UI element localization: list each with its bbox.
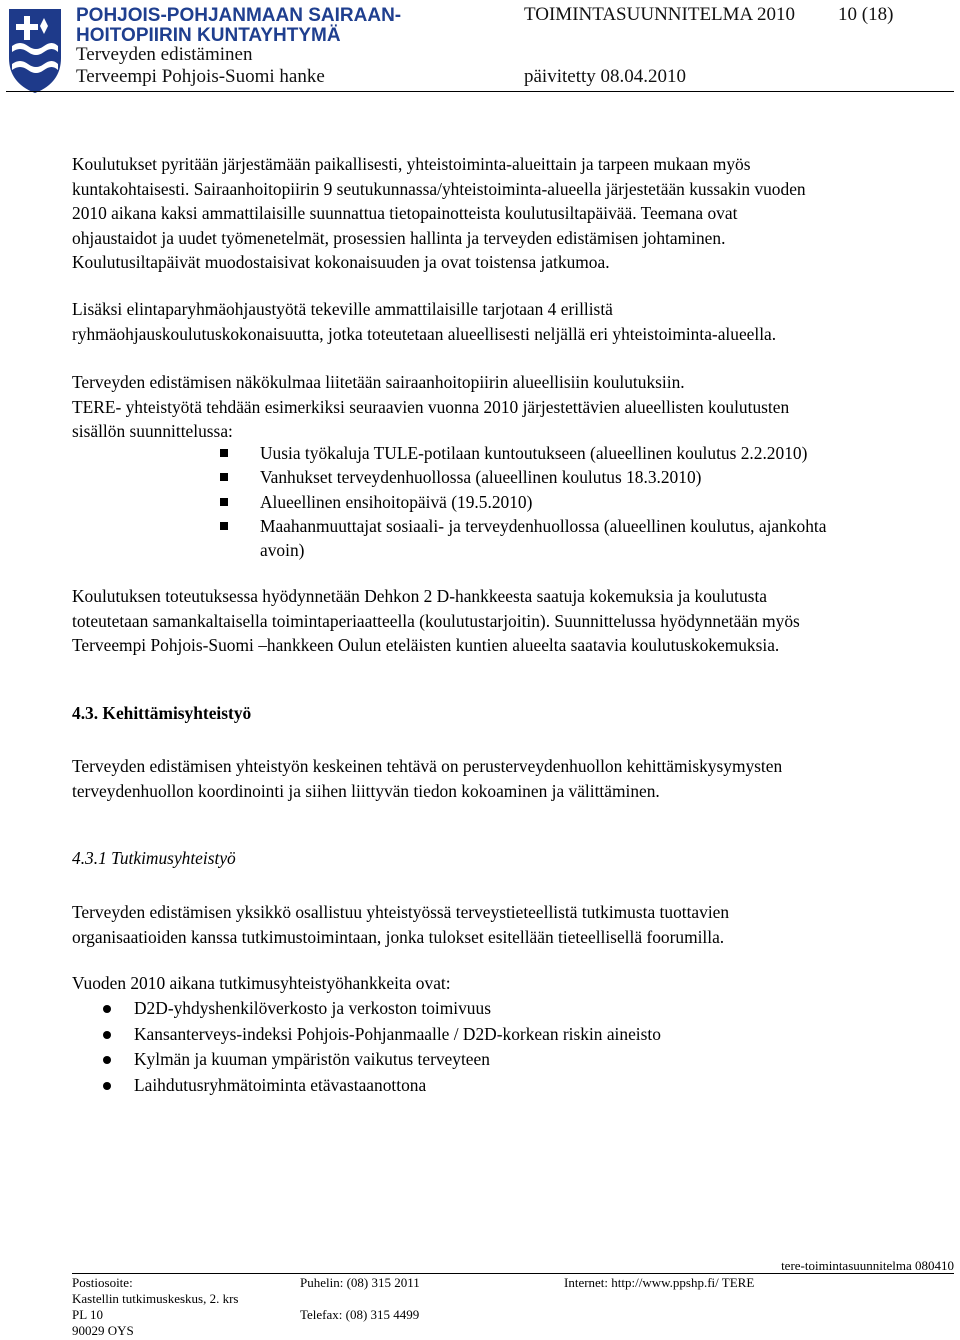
coat-of-arms-logo: [6, 6, 64, 94]
list-item: Uusia työkaluja TULE-potilaan kuntoutukseen (alueellinen koulutus 2.2.2010): [220, 441, 826, 465]
list-item: D2D-yhdyshenkilöverkosto ja verkoston toimivuus: [100, 996, 661, 1022]
list-item: Kansanterveys-indeksi Pohjois-Pohjanmaalle / D2D-korkean riskin aineisto: [100, 1022, 661, 1048]
address-line: PL 10: [72, 1307, 103, 1322]
page-number: 10 (18): [838, 4, 894, 25]
bullet-icon: [103, 1031, 111, 1039]
square-bullet-icon: [220, 449, 228, 457]
research-projects-list: [100, 996, 661, 1098]
phone-number: Puhelin: (08) 315 2011: [300, 1275, 420, 1290]
list-item-continuation: avoin): [260, 540, 305, 561]
document-code: tere-toimintasuunnitelma 080410: [781, 1258, 954, 1273]
address-line: Kastellin tutkimuskeskus, 2. krs: [72, 1291, 239, 1306]
list-item: Kylmän ja kuuman ympäristön vaikutus terveyteen: [100, 1047, 661, 1073]
bullet-icon: [103, 1082, 111, 1090]
header-divider: [6, 91, 954, 92]
organization-name-line2: HOITOPIIRIN KUNTAYHTYMÄ: [76, 25, 341, 46]
paragraph-trainings: Koulutukset pyritään järjestämään paikallisesti, yhteistoiminta-alueittain ja tarpeen mukaan myös kuntakohtaisesti. Sairaanhoitopiirin 9 seutukunnassa/yhteistoiminta-alueella järjestetään kussakin vuoden 2010 aikana kaksi ammattilaisille suunnattua tietopainotteista koulutusiltapäivää. Teemana ovat ohjaustaidot ja uudet työmenetelmät, prosessien hallinta ja terveyden edistämisen johtaminen. Koulutusiltapäivät muodostaisivat kokonaisuuden ja ovat toistensa jatkumoa.: [72, 154, 806, 272]
fax-number: Telefax: (08) 315 4499: [300, 1307, 420, 1322]
section-heading: 4.3. Kehittämisyhteistyö: [72, 703, 252, 723]
list-item: Maahanmuuttajat sosiaali- ja terveydenhuollossa (alueellinen koulutus, ajankohta: [220, 514, 826, 538]
organization-name-line1: POHJOIS-POHJANMAAN SAIRAAN-: [76, 5, 402, 26]
paragraph-research: Terveyden edistämisen yksikkö osallistuu yhteistyössä terveystieteellistä tutkimusta tuottavien organisaatioiden kanssa tutkimustoimintaan, jonka tulokset esitellään tieteellisellä foorumilla.: [72, 902, 730, 947]
department-name: Terveyden edistäminen: [76, 44, 253, 65]
training-list: [220, 441, 826, 562]
paragraph-group-guidance: Lisäksi elintaparyhmäohjaustyötä tekeville ammattilaisille tarjotaan 4 erillistä ryhmäohjauskoulutuskokonaisuutta, jotka toteutetaan alueellisesti neljällä eri yhteistoiminta-alueella.: [72, 299, 777, 344]
bullet-icon: [103, 1005, 111, 1013]
updated-date: päivitetty 08.04.2010: [524, 66, 687, 87]
square-bullet-icon: [220, 522, 228, 530]
subsection-heading: 4.3.1 Tutkimusyhteistyö: [72, 848, 236, 868]
paragraph-implementation: Koulutuksen toteutuksessa hyödynnetään Dehkon 2 D-hankkeesta saatuja kokemuksia ja koulutusta toteutetaan samankaltaisella toimintaperiaatteella (koulutustarjoitin). Suunnittelussa hyödynnetään myös Terveempi Pohjois-Suomi –hankkeen Oulun eteläisten kuntien alueelta saatavia koulutuskokemuksia.: [72, 586, 800, 655]
paragraph-regional-trainings: Terveyden edistämisen näkökulmaa liitetään sairaanhoitopiirin alueellisiin koulutuksiin. TERE- yhteistyötä tehdään esimerkiksi seuraavien vuonna 2010 järjestettävien alueellisten koulutusten sisällön suunnittelussa:: [72, 372, 790, 441]
square-bullet-icon: [220, 498, 228, 506]
list-item: Vanhukset terveydenhuollossa (alueellinen koulutus 18.3.2010): [220, 465, 826, 489]
square-bullet-icon: [220, 473, 228, 481]
footer-divider: [72, 1273, 954, 1274]
internet-address: Internet: http://www.ppshp.fi/ TERE: [564, 1275, 755, 1290]
address-line: 90029 OYS: [72, 1323, 134, 1338]
project-name: Terveempi Pohjois-Suomi hanke: [76, 66, 325, 87]
bullet-icon: [103, 1056, 111, 1064]
list-item: Laihdutusryhmätoiminta etävastaanottona: [100, 1073, 661, 1099]
paragraph-research-projects-intro: Vuoden 2010 aikana tutkimusyhteistyöhankkeita ovat:: [72, 973, 451, 993]
document-title: TOIMINTASUUNNITELMA 2010: [524, 4, 795, 25]
list-item: Alueellinen ensihoitopäivä (19.5.2010): [220, 490, 826, 514]
paragraph-development-cooperation: Terveyden edistämisen yhteistyön keskeinen tehtävä on perusterveydenhuollon kehittämiskysymysten terveydenhuollon koordinointi ja siihen liittyvän tiedon kokoaminen ja välittäminen.: [72, 756, 783, 801]
address-label: Postiosoite:: [72, 1275, 133, 1290]
